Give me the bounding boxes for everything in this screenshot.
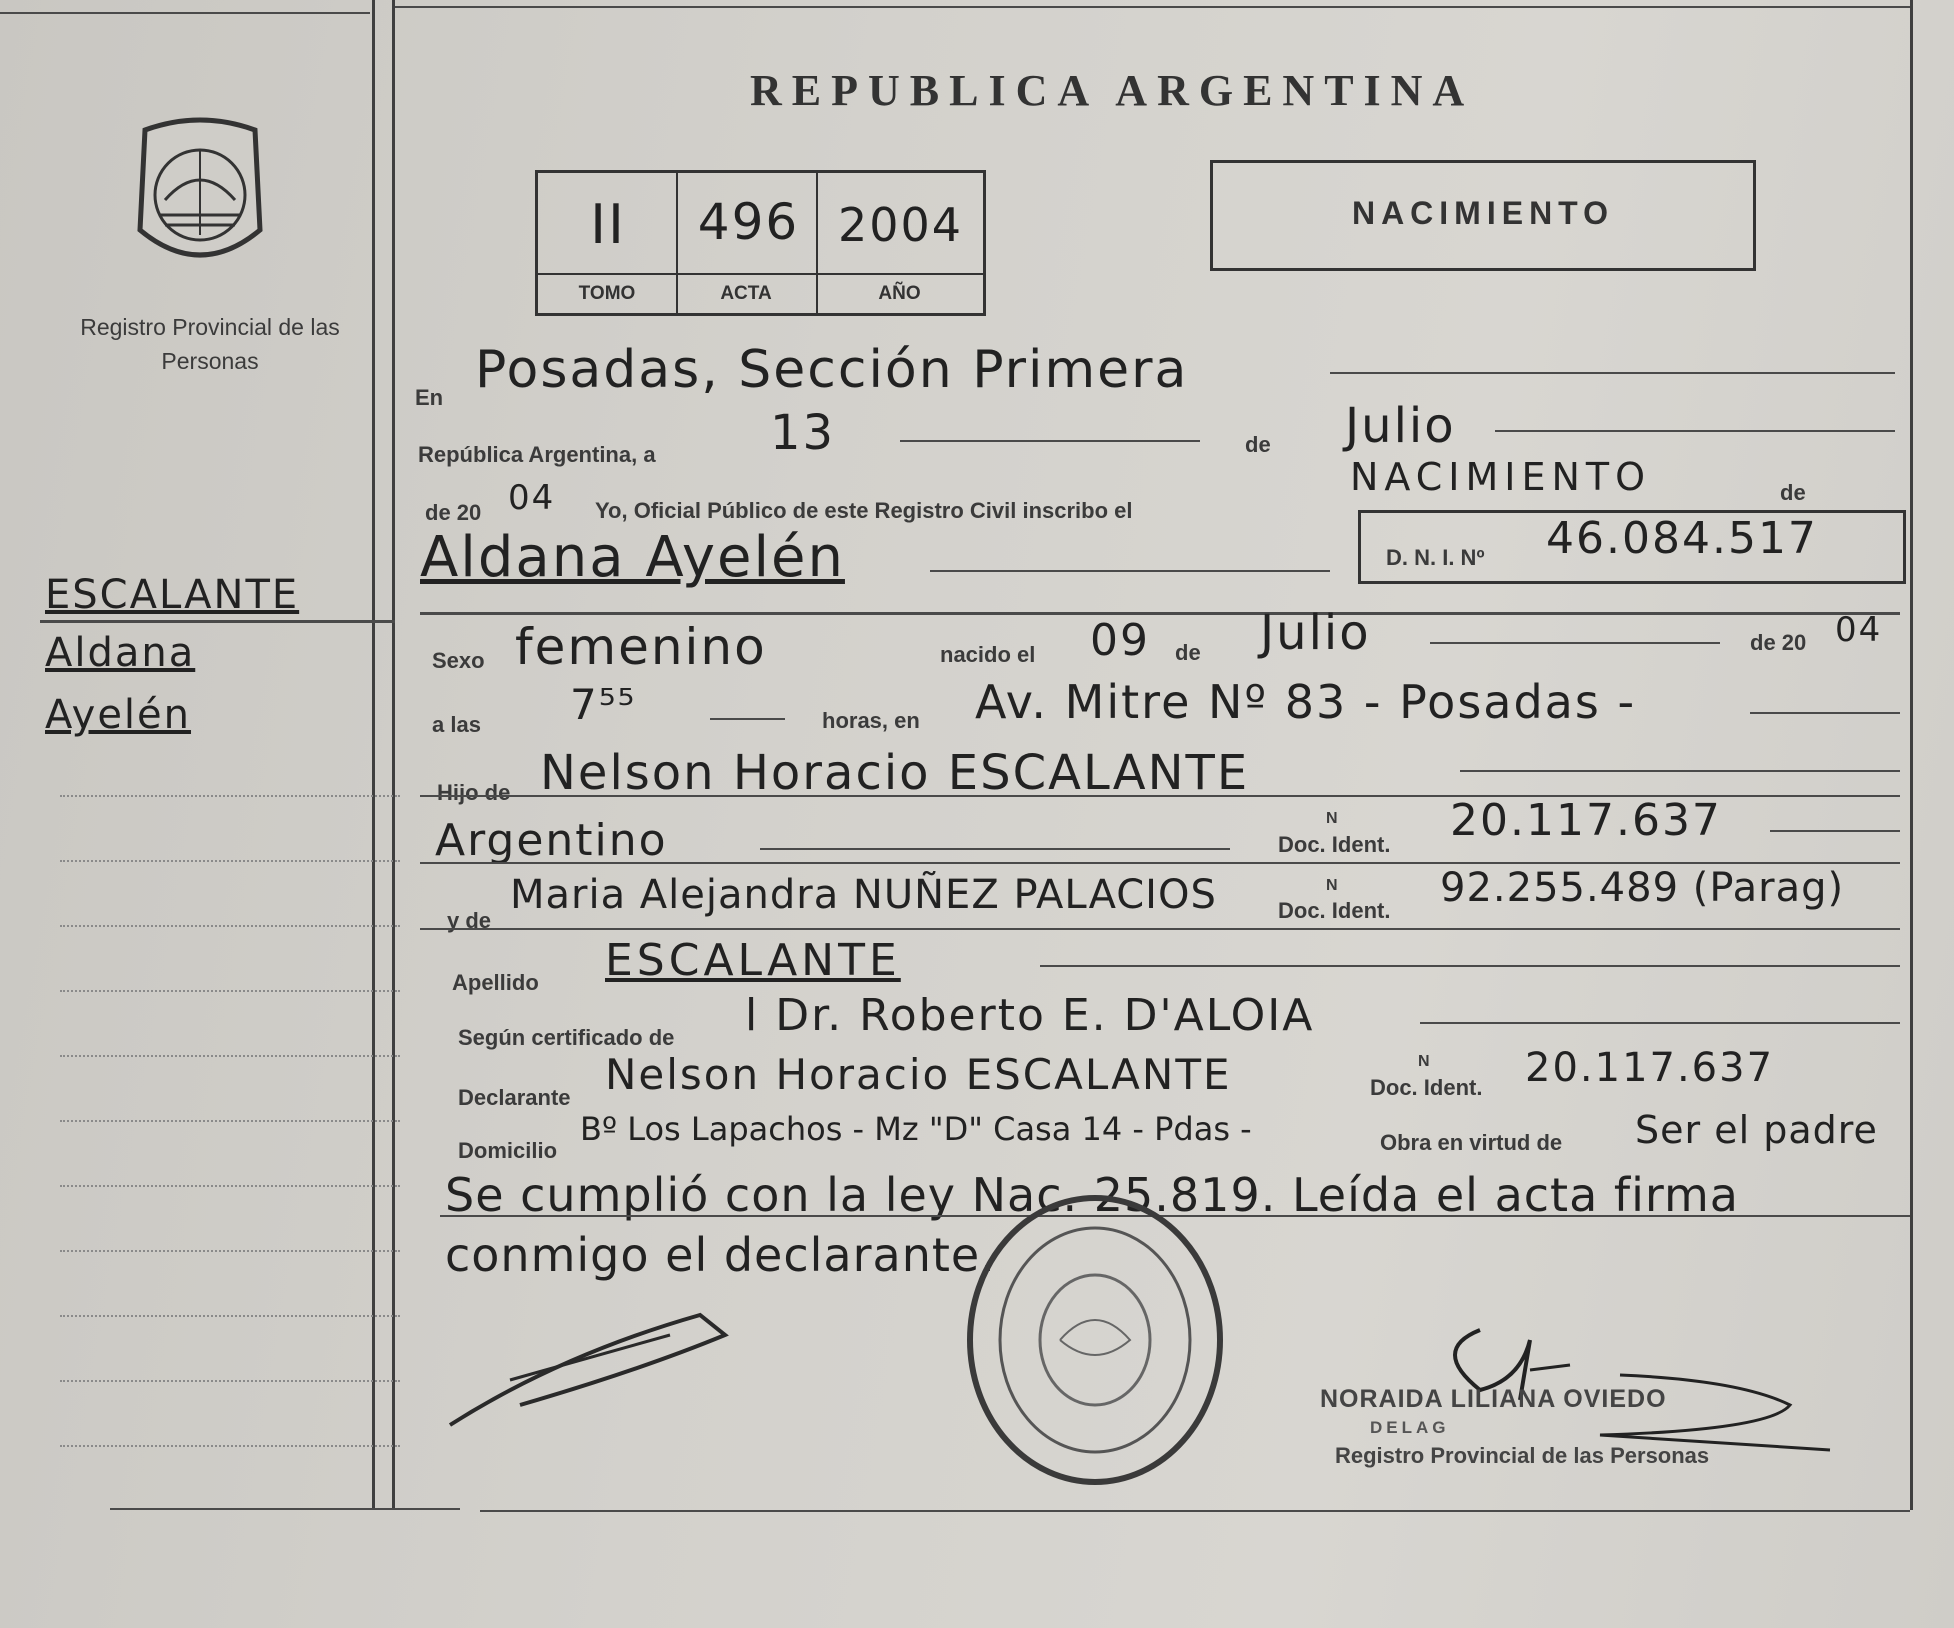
margin-rule-1: [40, 620, 395, 623]
father-nationality: Argentino: [435, 815, 668, 866]
republica-label: República Argentina, a: [418, 442, 656, 467]
sexo-label: Sexo: [432, 648, 485, 673]
month-value: Julio: [1345, 398, 1456, 454]
domicilio-value: Bº Los Lapachos - Mz "D" Casa 14 - Pdas -: [580, 1110, 1252, 1148]
domicilio-label: Domicilio: [458, 1138, 558, 1163]
hour-line: [710, 718, 785, 720]
dni-value: 46.084.517: [1546, 513, 1818, 564]
right-border: [1910, 0, 1913, 1510]
month-line: [1495, 430, 1895, 432]
acta-label: ACTA: [720, 283, 772, 304]
birth-month-line: [1430, 642, 1720, 644]
official-stamp: [960, 1190, 1230, 1490]
margin-divider-left: [372, 0, 375, 1510]
hijo-label: Hijo de: [437, 780, 511, 805]
mother-name: Maria Alejandra NUÑEZ PALACIOS: [510, 872, 1217, 918]
sexo-value: femenino: [515, 618, 767, 676]
doc-n-father: N: [1326, 810, 1338, 827]
declarant-signature: [440, 1295, 770, 1435]
ano-value: 2004: [837, 198, 964, 252]
en-line: [1330, 372, 1895, 374]
margin-dotted-line: [60, 1120, 400, 1122]
de-label-2: de: [1780, 480, 1806, 505]
margin-name-1: Aldana: [45, 630, 196, 676]
record-number-box: [535, 170, 986, 316]
officer-name: NORAIDA LILIANA OVIEDO: [1320, 1385, 1667, 1413]
alas-label: a las: [432, 712, 481, 737]
note-line-2: conmigo el declarante.: [445, 1228, 996, 1282]
margin-name-2: Ayelén: [45, 692, 192, 738]
doc-label-father: Doc. Ident.: [1278, 832, 1391, 857]
birth-month: Julio: [1260, 605, 1371, 661]
dni-box: [1358, 510, 1906, 584]
apellido-label: Apellido: [452, 970, 539, 995]
yo-label: Yo, Oficial Público de este Registro Civil inscribo el: [595, 498, 1133, 523]
doc-label-mother: Doc. Ident.: [1278, 898, 1391, 923]
child-name-line: [930, 570, 1330, 572]
segun-line: [1420, 1022, 1900, 1024]
declarante-value: Nelson Horacio ESCALANTE: [605, 1050, 1232, 1099]
ano-label: AÑO: [878, 283, 921, 304]
row-rule-mother: [420, 928, 1900, 930]
bottom-border-right: [480, 1510, 1910, 1512]
tomo-value: II: [590, 193, 626, 256]
country-title: REPUBLICA ARGENTINA: [750, 66, 1475, 115]
acta-value: 496: [697, 193, 800, 251]
margin-dotted-line: [60, 1250, 400, 1252]
day-line: [900, 440, 1200, 442]
doc-n-declarante: N: [1418, 1053, 1430, 1070]
dni-label: D. N. I. Nº: [1386, 545, 1485, 570]
declarante-doc: 20.117.637: [1525, 1045, 1775, 1091]
child-name: Aldana Ayelén: [420, 525, 845, 590]
margin-divider-right: [392, 0, 395, 1510]
en-value: Posadas, Sección Primera: [475, 340, 1189, 400]
margin-dotted-line: [60, 1055, 400, 1057]
father-doc: 20.117.637: [1450, 795, 1722, 846]
margin-dotted-line: [60, 860, 400, 862]
margin-dotted-line: [60, 1445, 400, 1447]
declarante-label: Declarante: [458, 1085, 571, 1110]
doc-label-declarante: Doc. Ident.: [1370, 1075, 1483, 1100]
father-line: [1460, 770, 1900, 772]
hour-value: 7⁵⁵: [570, 680, 637, 729]
place-line: [1750, 712, 1900, 714]
en-label: En: [415, 385, 444, 410]
section-rule-1: [420, 612, 1900, 615]
obra-value: Ser el padre: [1635, 1108, 1878, 1152]
apellido-line: [1040, 965, 1900, 967]
margin-dotted-line: [60, 795, 400, 797]
nationality-line: [760, 848, 1230, 850]
de-label-3: de: [1175, 640, 1201, 665]
margin-dotted-line: [60, 1380, 400, 1382]
segun-label: Según certificado de: [458, 1025, 675, 1050]
registry-name: Registro Provincial de las Personas: [80, 314, 340, 374]
apellido-value: ESCALANTE: [605, 935, 901, 986]
top-border-left: [0, 12, 370, 14]
officer-registry: Registro Provincial de las Personas: [1335, 1443, 1710, 1468]
father-doc-line: [1770, 830, 1900, 832]
father-name: Nelson Horacio ESCALANTE: [540, 745, 1250, 801]
obra-label: Obra en virtud de: [1380, 1130, 1563, 1155]
margin-dotted-line: [60, 925, 400, 927]
de2004-label: de 20: [1750, 630, 1807, 655]
certificate-type: NACIMIENTO: [1351, 195, 1615, 231]
horas-label: horas, en: [822, 708, 920, 733]
note-line-1: Se cumplió con la ley Nac. 25.819. Leída el acta firma: [445, 1168, 1739, 1222]
yde-label: y de: [447, 908, 492, 933]
tomo-label: TOMO: [578, 283, 636, 304]
nacido-label: nacido el: [940, 642, 1036, 667]
province-seal: [125, 110, 275, 275]
certificate-type-box: [1210, 160, 1756, 271]
de-label: de: [1245, 432, 1271, 457]
segun-value: l Dr. Roberto E. D'ALOIA: [745, 990, 1315, 1041]
margin-dotted-line: [60, 1315, 400, 1317]
margin-dotted-line: [60, 1185, 400, 1187]
year-value: 04: [508, 478, 556, 518]
row-rule-nat: [420, 862, 1900, 864]
top-border-right: [395, 6, 1910, 8]
officer-role: DELAG: [1370, 1418, 1450, 1437]
de20-label: de 20: [425, 500, 482, 525]
doc-n-mother: N: [1326, 877, 1338, 894]
margin-surname: ESCALANTE: [45, 572, 300, 618]
day-value: 13: [770, 405, 836, 461]
inscribe-value: NACIMIENTO: [1350, 455, 1652, 499]
margin-dotted-line: [60, 990, 400, 992]
birth-day: 09: [1090, 615, 1150, 666]
place-value: Av. Mitre Nº 83 - Posadas -: [975, 675, 1637, 729]
birth-year: 04: [1835, 610, 1883, 650]
bottom-border-left: [110, 1508, 460, 1510]
mother-doc: 92.255.489 (Parag): [1440, 865, 1845, 911]
